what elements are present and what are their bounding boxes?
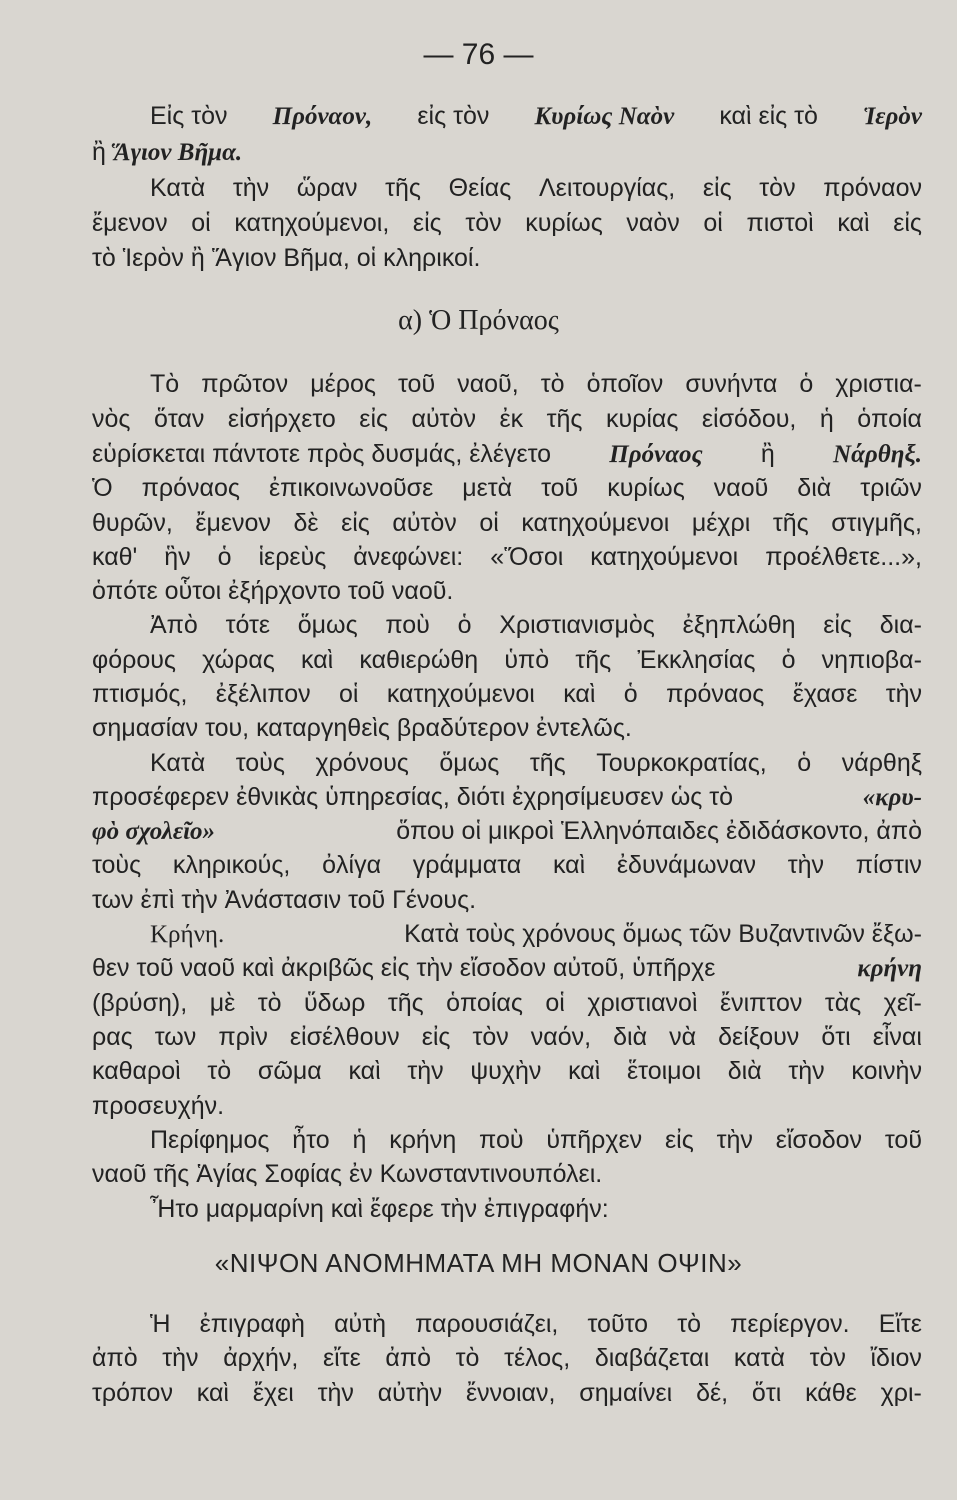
word: ποὺ — [385, 611, 430, 639]
text-line — [92, 401, 922, 437]
word: χριστια- — [835, 370, 922, 398]
italic-term: Νάρθηξ. — [833, 441, 922, 468]
word: παρουσιάζει, — [415, 1310, 559, 1338]
word: δέ, — [696, 1379, 729, 1407]
word: καὶ — [568, 1057, 601, 1085]
text-line — [150, 98, 922, 134]
word: νηπιοβα- — [821, 646, 922, 674]
word: τοὺς — [92, 851, 142, 879]
word: ὅτι — [821, 1023, 851, 1051]
text-line — [150, 1306, 922, 1342]
word: τοῦ — [884, 1126, 922, 1154]
text-line — [92, 1019, 922, 1055]
section-heading: α) Ὁ Πρόναος — [398, 305, 559, 336]
text-line — [92, 436, 922, 472]
word: τῆς — [546, 405, 583, 433]
word: τὴν — [317, 1379, 354, 1407]
word: εἶναι — [872, 1023, 922, 1051]
text-run: προσευχήν. — [92, 1092, 225, 1120]
text-line — [92, 539, 922, 575]
word: πρῶτον — [201, 370, 289, 398]
word: ἣν — [164, 543, 191, 571]
word: ἔχασε — [792, 680, 858, 708]
word: ἡ — [819, 405, 834, 433]
word: μέχρι — [691, 509, 751, 537]
word: κατηχούμενοι, — [234, 209, 390, 237]
paragraph-lead: Κρήνη. — [150, 921, 225, 948]
word: στιγμῆς, — [831, 509, 922, 537]
word: ρας — [92, 1023, 133, 1051]
text-run: προσέφερεν ἐθνικὰς ὑπηρεσίας, διότι ἐχρησίμευσεν ὡς τὸ — [92, 783, 734, 811]
word: Λειτουργίας, — [538, 174, 676, 202]
word: διὰ — [727, 1057, 762, 1085]
word: τὴν — [885, 680, 922, 708]
word: εἰς — [665, 1126, 694, 1154]
word: τὰς — [824, 989, 862, 1017]
word: ὁποῖον — [586, 370, 664, 398]
word: φόρους — [92, 646, 176, 674]
text-line — [92, 505, 922, 541]
word: τὸ — [677, 1310, 701, 1338]
word: κατηχούμενοι — [590, 543, 739, 571]
word: τότε — [225, 611, 271, 639]
word: ὁ — [623, 680, 638, 708]
text-line — [92, 1053, 922, 1089]
word: αὐτὴν — [377, 1379, 443, 1407]
word: ἐπιγραφὴ — [199, 1310, 305, 1338]
text-line — [92, 134, 922, 170]
word: ναὸν — [626, 209, 680, 237]
word: Ἀπὸ — [150, 611, 198, 639]
word: μετὰ — [462, 474, 513, 502]
word: καὶ — [563, 680, 596, 708]
text-line — [92, 813, 922, 849]
word: ἐκ — [499, 405, 524, 433]
word: καὶ — [196, 1379, 229, 1407]
word: ἔνιπτον — [719, 989, 803, 1017]
word: περίεργον. — [730, 1310, 850, 1338]
word: ὅμως — [297, 611, 358, 639]
word: ἱερεὺς — [258, 543, 327, 571]
word: διαβάζεται — [594, 1344, 710, 1372]
word: (βρύση), — [92, 989, 188, 1017]
word: ἐξηπλώθη — [682, 611, 796, 639]
word: ὕδωρ — [304, 989, 366, 1017]
word: εἰς — [412, 209, 442, 237]
word: αὐτὸν — [392, 509, 457, 537]
word: πρόναον — [823, 174, 922, 202]
word: κοινὴν — [851, 1057, 922, 1085]
text-run: ὁπότε οὗτοι ἐξήρχοντο τοῦ ναοῦ. — [92, 577, 454, 605]
word: σημαίνει — [579, 1379, 673, 1407]
text-run: των ἐπὶ τὴν Ἀνάστασιν τοῦ Γένους. — [92, 886, 477, 914]
text-line — [92, 205, 922, 241]
text-run: ἢ — [760, 440, 775, 468]
word: ὅτι — [751, 1379, 782, 1407]
text-run: Ἱερὸν — [863, 103, 922, 130]
word: Ἐκκλησίας — [637, 646, 756, 674]
text-line — [92, 1088, 922, 1124]
word: καὶ — [301, 646, 334, 674]
word: ἐξέλιπον — [215, 680, 311, 708]
text-line — [92, 1375, 922, 1411]
word: κατὰ — [733, 1344, 785, 1372]
word: ὁ — [799, 370, 814, 398]
word: τὴν — [407, 1057, 444, 1085]
word: ποὺ — [479, 1126, 524, 1154]
text-line — [92, 676, 922, 712]
word: οἱ — [545, 989, 565, 1017]
word: καθαροὶ — [92, 1057, 181, 1085]
word: κατηχούμενοι — [386, 680, 535, 708]
word: πρόναος — [141, 474, 240, 502]
word: Ὁ — [92, 474, 113, 502]
word: ἀρχήν, — [223, 1344, 299, 1372]
word: εἰσόδου, — [701, 405, 797, 433]
text-run: Πρόναον, — [272, 103, 373, 130]
word: τῆς — [529, 749, 566, 777]
word: οἱ — [191, 209, 211, 237]
text-line — [150, 366, 922, 402]
word: τοὺς — [235, 749, 285, 777]
word: δείξουν — [718, 1023, 800, 1051]
word: σῶμα — [257, 1057, 322, 1085]
text-run: καὶ εἰς τὸ — [719, 102, 818, 130]
word: εἰς — [341, 509, 370, 537]
text-run: ἢ — [92, 138, 106, 166]
word: χρόνους — [315, 749, 409, 777]
italic-term: φὸ σχολεῖο» — [92, 818, 216, 845]
word: ναοῦ, — [457, 370, 519, 398]
word: ὅμως — [439, 749, 500, 777]
word: ἴδιον — [870, 1344, 922, 1372]
text-line — [92, 985, 922, 1021]
word: ἦτο — [292, 1126, 330, 1154]
word: πρὶν — [218, 1023, 268, 1051]
word: κυρίως — [525, 209, 603, 237]
word: κάθε — [805, 1379, 857, 1407]
word: εἰσέλθουν — [289, 1023, 400, 1051]
word: συνήντα — [685, 370, 778, 398]
word: τὴν — [716, 1126, 753, 1154]
word: χριστιανοὶ — [587, 989, 698, 1017]
word: τὸν — [472, 1023, 509, 1051]
text-run: τὸ Ἱερὸν ἢ Ἅγιον Βῆμα, οἱ κληρικοί. — [92, 244, 481, 272]
word: ὅταν — [153, 405, 205, 433]
word: ὁ — [797, 749, 812, 777]
word: τὸ — [455, 1344, 480, 1372]
word: πίστιν — [855, 851, 922, 879]
word: θυρῶν, — [92, 509, 173, 537]
word: πτισμός, — [92, 680, 188, 708]
word: Ἡ — [150, 1310, 171, 1338]
italic-term: κρήνη — [857, 955, 922, 982]
word: ἀπὸ — [385, 1344, 432, 1372]
text-run: εὑρίσκεται πάντοτε πρὸς δυσμάς, ἐλέγετο — [92, 440, 552, 468]
word: καθιερώθη — [359, 646, 479, 674]
word: τοῦ — [398, 370, 436, 398]
text-run: σημασίαν του, καταργηθεὶς βραδύτερον ἐντελῶς. — [92, 714, 632, 742]
word: ὁποίας — [446, 989, 523, 1017]
word: διὰ — [613, 1023, 648, 1051]
word: Θείας — [448, 174, 512, 202]
word: τὴν — [787, 851, 824, 879]
word: ὑπὸ — [504, 646, 550, 674]
word: Τὸ — [150, 370, 180, 398]
text-line — [92, 1156, 922, 1192]
word: τριῶν — [860, 474, 922, 502]
word: μὲ — [209, 989, 236, 1017]
word: εἴτε — [323, 1344, 361, 1372]
word: τρόπον — [92, 1379, 173, 1407]
word: ὁ — [217, 543, 232, 571]
word: τὸν — [759, 174, 796, 202]
word: πρόναος — [666, 680, 765, 708]
text-line — [92, 847, 922, 883]
word: ὁποία — [857, 405, 922, 433]
italic-term: Πρόναος — [609, 441, 703, 468]
word: τὴν — [162, 1344, 199, 1372]
text-run: Κατὰ τοὺς χρόνους ὅμως τῶν Βυζαντινῶν ἔξω- — [404, 920, 922, 948]
word: τὸν — [809, 1344, 846, 1372]
word: τῆς — [387, 989, 424, 1017]
italic-term: «κρυ- — [862, 784, 922, 811]
word: ψυχὴν — [470, 1057, 542, 1085]
word: τοῦτο — [587, 1310, 649, 1338]
word: προέλθετε...», — [765, 543, 922, 571]
text-run: Εἰς τὸν — [150, 102, 228, 130]
word: δια- — [879, 611, 922, 639]
word: ναόν, — [530, 1023, 592, 1051]
word: ἔννοιαν, — [465, 1379, 556, 1407]
word: εἴσοδον — [775, 1126, 863, 1154]
word: καὶ — [552, 851, 586, 879]
word: ὑπῆρχεν — [546, 1126, 643, 1154]
text-line — [92, 950, 922, 986]
word: Κατὰ — [150, 174, 206, 202]
word: τὴν — [788, 1057, 825, 1085]
word: τέλος, — [504, 1344, 571, 1372]
text-line — [150, 170, 922, 206]
word: εἰς — [702, 174, 732, 202]
word: τὸ — [257, 989, 282, 1017]
word: των — [154, 1023, 197, 1051]
word: κατηχούμενοι — [521, 509, 670, 537]
word: Περίφημος — [150, 1126, 270, 1154]
word: κυρίως — [607, 474, 685, 502]
word: αὐτὴ — [334, 1310, 386, 1338]
word: πιστοὶ — [746, 209, 814, 237]
text-line — [92, 882, 922, 918]
word: ἐπικοινωνοῦσε — [268, 474, 434, 502]
text-run: θεν τοῦ ναοῦ καὶ ἀκριβῶς εἰς τὴν εἴσοδον αὐτοῦ, ὑπῆρχε — [92, 954, 716, 982]
text-line — [92, 710, 922, 746]
text-line — [92, 240, 922, 276]
word: τὸ — [207, 1057, 232, 1085]
text-line — [92, 1340, 922, 1376]
word: δὲ — [293, 509, 319, 537]
word: ἔμενον — [92, 209, 168, 237]
word: ναοῦ — [713, 474, 769, 502]
word: ἔμενον — [195, 509, 271, 537]
word: αὐτὸν — [411, 405, 476, 433]
text-run: Κυρίως Ναὸν — [534, 103, 675, 130]
word: ὀλίγα — [322, 851, 382, 879]
word: εἰσήρχετο — [227, 405, 336, 433]
word: ὁ — [457, 611, 472, 639]
word: καὶ — [348, 1057, 381, 1085]
word: καθ' — [92, 543, 138, 571]
inscription: «ΝΙΨΟΝ ΑΝΟΜΗΜΑΤΑ ΜΗ ΜΟΝΑΝ ΟΨΙΝ» — [214, 1248, 743, 1278]
word: ἀνεφώνει: — [353, 543, 464, 571]
word: Τουρκοκρατίας, — [596, 749, 767, 777]
word: χρι- — [880, 1379, 922, 1407]
word: μέρος — [310, 370, 376, 398]
word: νάρθηξ — [841, 749, 922, 777]
text-line — [92, 573, 922, 609]
word: ὁ — [781, 646, 796, 674]
text-run: ναοῦ τῆς Ἁγίας Σοφίας ἐν Κωνσταντινουπόλει. — [92, 1160, 603, 1188]
word: εἰς — [893, 209, 922, 237]
word: εἰς — [421, 1023, 451, 1051]
word: νὰ — [669, 1023, 697, 1051]
word: χεῖ- — [883, 989, 922, 1017]
word: καὶ — [837, 209, 870, 237]
text-line — [92, 642, 922, 678]
word: τῆς — [385, 174, 421, 202]
word: ἕτοιμοι — [627, 1057, 702, 1085]
word: τὸν — [465, 209, 502, 237]
text-run: Ἦτο μαρμαρίνη καὶ ἔφερε τὴν ἐπιγραφήν: — [150, 1195, 609, 1223]
word: Εἴτε — [878, 1310, 922, 1338]
word: ἡ — [352, 1126, 367, 1154]
word: τὸ — [540, 370, 565, 398]
word: οἱ — [703, 209, 723, 237]
text-run: εἰς τὸν — [417, 102, 490, 130]
text-line — [150, 607, 922, 643]
word: ἐδυνάμωναν — [616, 851, 756, 879]
word: κυρίας — [605, 405, 679, 433]
text-line — [92, 470, 922, 506]
word: «Ὅσοι — [490, 543, 564, 571]
word: Κατὰ — [150, 749, 206, 777]
word: ὥραν — [296, 174, 358, 202]
word: τῆς — [772, 509, 809, 537]
word: ἔχει — [252, 1379, 294, 1407]
text-line — [150, 1122, 922, 1158]
word: ἀπὸ — [92, 1344, 138, 1372]
text-run: ὅπου οἱ μικροὶ Ἑλληνόπαιδες ἐδιδάσκοντο, ἀπὸ — [396, 817, 922, 845]
word: γράμματα — [412, 851, 522, 879]
text-line — [150, 916, 922, 952]
page-number: — 76 — — [423, 38, 534, 71]
text-line — [92, 779, 922, 815]
word: τοῦ — [541, 474, 579, 502]
word: οἱ — [479, 509, 499, 537]
word: τῆς — [575, 646, 612, 674]
word: οἱ — [339, 680, 359, 708]
word: νὸς — [92, 405, 131, 433]
word: κρήνη — [389, 1126, 457, 1154]
text-line — [150, 745, 922, 781]
word: χώρας — [202, 646, 275, 674]
word: τὴν — [232, 174, 270, 202]
word: Χριστιανισμὸς — [499, 611, 655, 639]
italic-term: Ἅγιον Βῆμα. — [113, 139, 243, 166]
word: διὰ — [797, 474, 832, 502]
word: εἰς — [823, 611, 853, 639]
text-line — [150, 1191, 922, 1227]
word: κληρικούς, — [172, 851, 291, 879]
word: εἰς — [359, 405, 389, 433]
